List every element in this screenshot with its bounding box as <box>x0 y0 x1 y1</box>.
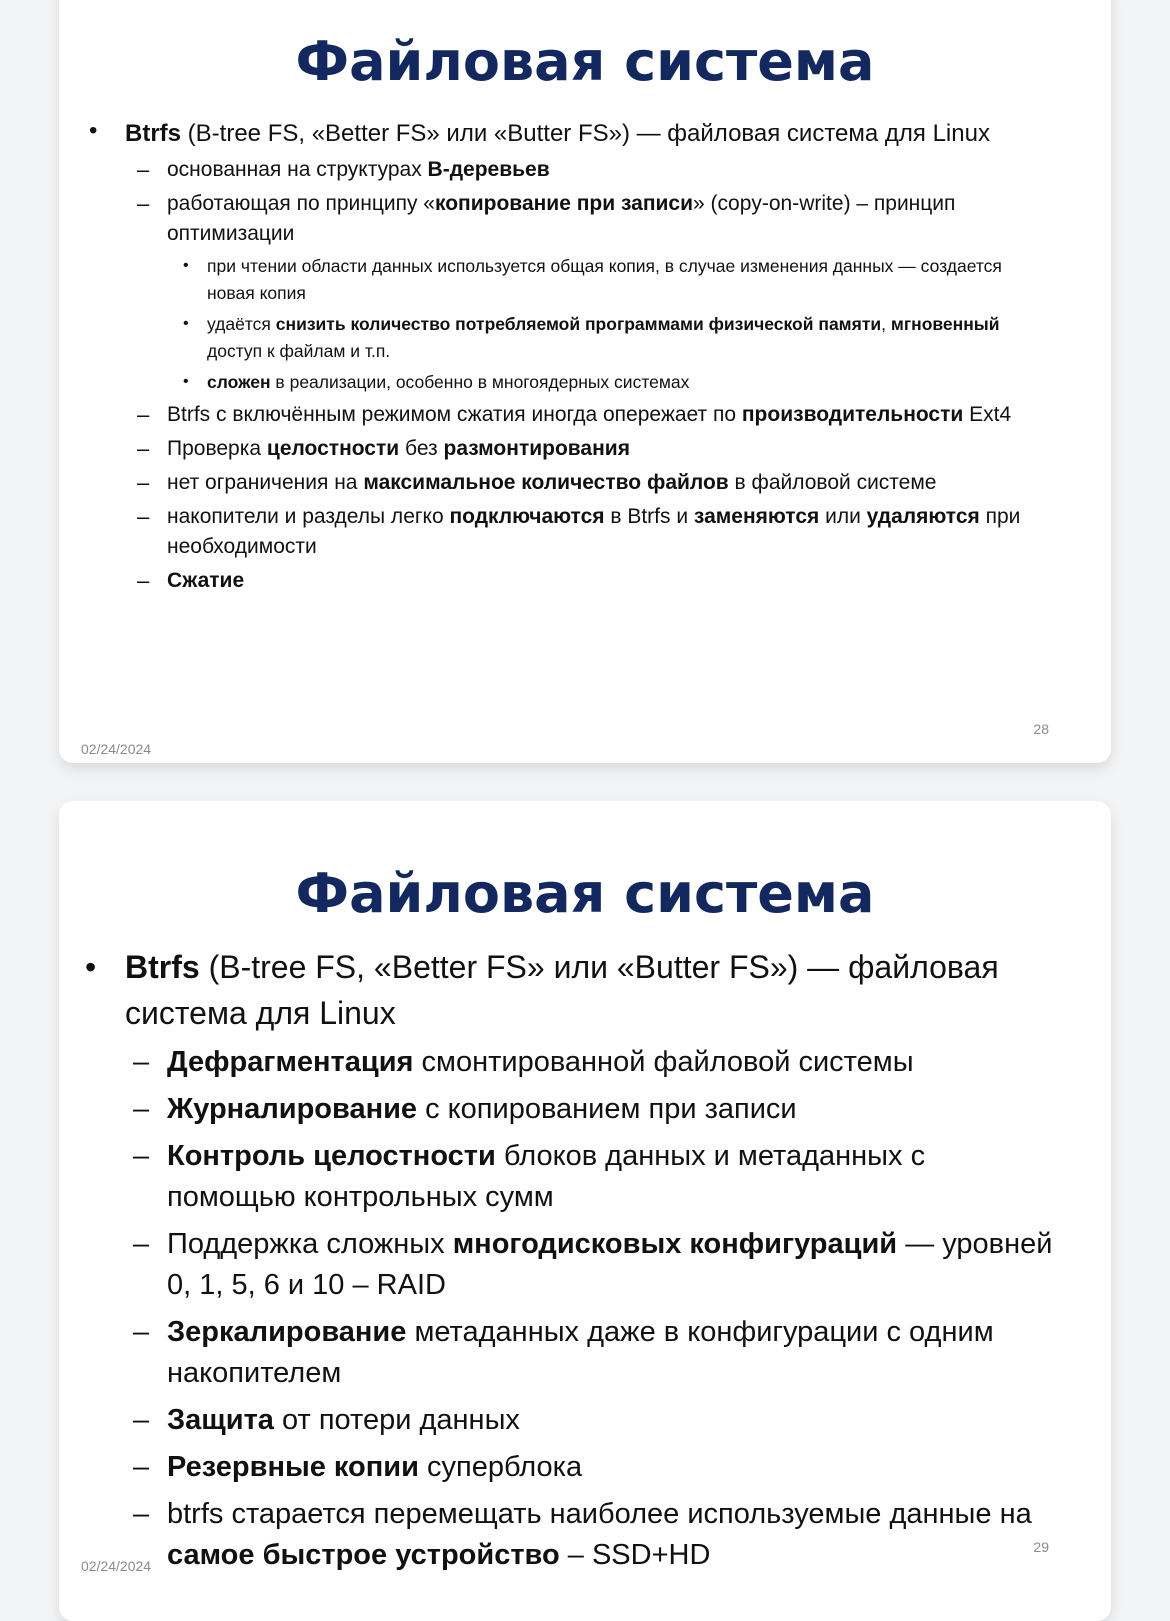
text-run: Btrfs с включённым режимом сжатия иногда опережает по <box>167 403 742 426</box>
bold-term: заменяются <box>693 505 820 528</box>
list-item-text <box>167 400 1047 430</box>
dash-icon: – <box>133 1093 150 1125</box>
list-item-text <box>167 155 1047 185</box>
bold-term: копирование при записи <box>435 192 694 215</box>
dash-icon: – <box>133 1046 150 1078</box>
text-run: – SSD+HD <box>559 1539 711 1571</box>
text-run: накопители и разделы легко <box>167 505 450 528</box>
list-item-text <box>207 311 1047 365</box>
text-run: или <box>819 505 867 528</box>
text-run: работающая по принципу « <box>167 192 435 215</box>
bold-term: производительности <box>741 403 964 426</box>
list-item <box>133 1494 1057 1576</box>
bold-term: Защита <box>167 1404 274 1436</box>
text-run: при необходимости <box>167 505 1021 558</box>
list-item <box>137 434 1047 464</box>
bullet-list <box>59 944 1111 1576</box>
list-item <box>133 1136 1057 1218</box>
text-run: нет ограничения на <box>167 471 364 494</box>
text-run: в файловой системе <box>728 471 937 494</box>
text-run: с копированием при записи <box>417 1093 797 1125</box>
sub-list <box>59 151 1047 596</box>
bold-term: снизить количество потребляемой программами физической памяти <box>275 314 882 334</box>
bold-term: B-деревьев <box>427 158 550 181</box>
dash-icon: – <box>137 568 150 593</box>
dash-icon: – <box>133 1316 150 1348</box>
bold-term: Сжатие <box>167 569 245 592</box>
list-item-text <box>167 1447 1057 1488</box>
text-run: от потери данных <box>273 1404 520 1436</box>
dash-icon: – <box>137 157 150 182</box>
text-run: в реализации, особенно в многоядерных системах <box>270 372 690 392</box>
list-item-text: при чтении области данных используется общая копия, в случае изменения данных — создается новая копия <box>207 256 1002 303</box>
text-run: удаётся <box>207 314 276 334</box>
list-item-text <box>167 1089 1057 1130</box>
bold-term: многодисковых конфигураций <box>452 1228 898 1260</box>
dash-icon: – <box>133 1140 150 1172</box>
dash-icon: – <box>137 504 150 529</box>
list-item-text <box>167 1312 1057 1394</box>
list-item <box>133 1089 1057 1130</box>
list-item <box>133 1224 1057 1306</box>
text-run: смонтированной файловой системы <box>413 1046 914 1078</box>
list-item <box>137 189 1047 249</box>
list-item <box>133 1447 1057 1488</box>
slide-number: 29 <box>1033 1539 1049 1555</box>
list-item <box>137 468 1047 498</box>
text-run: (B-tree FS, «Better FS» или «Butter FS») — файловая система для Linux <box>125 949 999 1031</box>
bold-term: мгновенный <box>890 314 1000 334</box>
text-run: блоков данных и метаданных с помощью контрольных сумм <box>167 1140 926 1213</box>
list-item-text <box>167 1136 1057 1218</box>
bold-term: сложен <box>207 372 271 392</box>
bold-term: целостности <box>266 437 400 460</box>
list-item-text <box>167 1494 1057 1576</box>
list-item <box>133 1042 1057 1083</box>
list-item-text <box>125 944 1055 1036</box>
list-item <box>137 400 1047 430</box>
text-run: в Btrfs и <box>604 505 694 528</box>
dash-icon: – <box>137 402 150 427</box>
bold-term: Резервные копии <box>167 1451 419 1483</box>
list-item <box>183 253 1047 307</box>
list-item-text <box>167 1400 1057 1441</box>
text-run: Поддержка сложных <box>167 1228 453 1260</box>
text-run: Ext4 <box>963 403 1012 426</box>
text-run: метаданных даже в конфигурации с одним накопителем <box>167 1316 994 1389</box>
text-run: — уровней 0, 1, 5, 6 и 10 – RAID <box>167 1228 1053 1301</box>
text-run: (B-tree FS, «Better FS» или «Butter FS») — файловая система для Linux <box>181 120 990 147</box>
bold-term: Btrfs <box>125 120 182 147</box>
dash-icon: – <box>133 1404 150 1436</box>
list-item-text <box>167 1042 1057 1083</box>
slide-28 <box>59 0 1111 763</box>
list-item <box>137 155 1047 185</box>
slide-date: 02/24/2024 <box>81 741 152 757</box>
bold-term: Дефрагментация <box>167 1046 414 1078</box>
list-item <box>183 311 1047 365</box>
slide-title: Файловая система <box>295 862 875 925</box>
text-run: Проверка <box>167 437 267 460</box>
bold-term: подключаются <box>449 505 605 528</box>
list-item <box>137 566 1047 596</box>
list-item <box>133 1312 1057 1394</box>
list-item-text <box>167 434 1047 464</box>
bold-term: максимальное количество файлов <box>363 471 729 494</box>
bullet-dot-icon: • <box>183 257 189 274</box>
bold-term: самое быстрое устройство <box>167 1539 560 1571</box>
text-run: , <box>881 314 891 334</box>
bold-term: Журналирование <box>167 1093 418 1125</box>
list-item-text <box>167 502 1047 562</box>
dash-icon: – <box>137 191 150 216</box>
dash-icon: – <box>133 1498 150 1530</box>
text-run: доступ к файлам и т.п. <box>207 341 391 361</box>
bold-term: Btrfs <box>125 949 200 985</box>
dash-icon: – <box>137 436 150 461</box>
bullet-dot-icon: • <box>89 117 98 144</box>
slide-29 <box>59 801 1111 1621</box>
list-item <box>137 502 1047 562</box>
bullet-dot-icon: • <box>85 949 97 985</box>
list-item-text <box>167 468 1047 498</box>
slide-date: 02/24/2024 <box>81 1558 152 1574</box>
bullet-list <box>59 117 1111 151</box>
list-item <box>85 944 1055 1036</box>
list-item-text <box>207 369 1047 396</box>
dash-icon: – <box>137 470 150 495</box>
list-item <box>183 369 1047 396</box>
list-item-text <box>167 1224 1057 1306</box>
text-run: суперблока <box>418 1451 583 1483</box>
list-item-text <box>125 117 1111 151</box>
list-item <box>89 117 1111 151</box>
dash-icon: – <box>133 1228 150 1260</box>
bold-term: Контроль целостности <box>167 1140 496 1172</box>
list-item-text <box>167 566 1047 596</box>
slide-number: 28 <box>1033 721 1049 737</box>
bold-term: Зеркалирование <box>167 1316 407 1348</box>
bullet-dot-icon: • <box>183 373 189 390</box>
bold-term: удаляются <box>866 505 980 528</box>
list-item <box>133 1400 1057 1441</box>
text-run: без <box>399 437 444 460</box>
dash-icon: – <box>133 1451 150 1483</box>
slide-title: Файловая система <box>295 30 875 93</box>
text-run: » (copy-on-write) – принцип оптимизации <box>167 192 956 245</box>
text-run: основанная на структурах <box>167 158 428 181</box>
bold-term: размонтирования <box>443 437 630 460</box>
text-run: btrfs старается перемещать наиболее используемые данные на <box>167 1498 1032 1530</box>
list-item-text <box>167 189 1047 249</box>
bullet-dot-icon: • <box>183 315 189 332</box>
